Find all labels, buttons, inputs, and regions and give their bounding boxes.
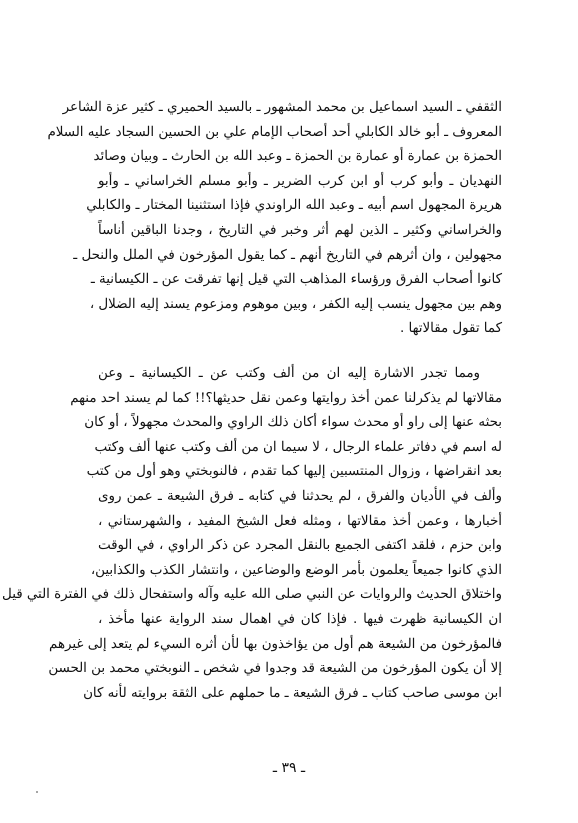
text-line: والخراساني وكثير ـ الذين لهم أثر وخبر في التاريخ ، وجدنا الباقين أناساً — [98, 222, 502, 238]
text-line: أخبارها ، وعمن أخذ مقالاتها ، ومثله فعل الشيخ المفيد ، والشهرستاني ، — [98, 513, 502, 529]
text-line: فالمؤرخون من الشيعة هم أول من يؤاخذون بها لأن أثره السيء لم يتعد إلى غيرهم — [49, 636, 502, 652]
text-line: كما تقول مقالاتها . — [399, 321, 502, 337]
text-line: بحثه عنها إلى راو أو محدث سواء أكان ذلك الراوي والمحدث مجهولاً ، أو كان — [84, 415, 502, 431]
text-line: ان الكيسانية ظهرت فيها . فإذا كان في اهمال سند الرواية عنها مأخذ ، — [98, 611, 502, 627]
text-line: هريرة المجهول اسم أبيه ـ وعبد الله الراوندي فإذا استثنينا المختار ـ والكابلي — [86, 198, 502, 214]
text-line: الذي كانوا جميعاً يعلمون بأمر الوضع والوضاعين ، وانتشار الكذب والكذابين، — [90, 562, 502, 578]
text-line: ومما تجدر الاشارة إليه ان من ألف وكتب عن ـ الكيسانية ـ وعن — [98, 366, 480, 381]
text-line: كانوا أصحاب الفرق ورؤساء المذاهب التي قيل إنها تفرقت عن ـ الكيسانية ـ — [90, 272, 502, 288]
paragraph-1 — [47, 96, 502, 342]
text-line: واختلاق الحديث والروايات عن النبي صلى الله عليه وآله واستفحال ذلك في الفترة التي قيل — [2, 587, 502, 603]
text-line: الحمزة بن عمارة أو عمارة بن الحمزة ـ وعبد الله بن الحارث ـ وبيان وصائد — [93, 149, 502, 165]
text-line: الثقفي ـ السيد اسماعيل بن محمد المشهور ـ بالسيد الحميري ـ كثير عزة الشاعر — [62, 100, 502, 115]
text-line: وابن حزم ، فلقد اكتفى الجميع بالنقل المجرد عن ذكر الراوي ، في الوقت — [98, 538, 502, 554]
page-number: ـ ٣٩ ـ — [272, 760, 306, 776]
text-line: مجهولين ، وان أثرهم في التاريخ أنهم ـ كما يقول المؤرخون في الملل والنحل ـ — [73, 247, 502, 263]
paragraph-2 — [2, 362, 502, 706]
scan-speck — [36, 791, 38, 793]
text-line: ابن موسى صاحب كتاب ـ فرق الشيعة ـ ما حملهم على الثقة بروايته لأنه كان — [83, 685, 502, 701]
text-line: وألف في الأديان والفرق ، لم يحدثنا في كتابه ـ فرق الشيعة ـ عمن روى — [98, 488, 502, 504]
text-line: له اسم في دفاتر علماء الرجال ، لا سيما ان من ألف وكتب عنها ألف وكتب — [94, 439, 502, 455]
text-line: المعروف ـ أبو خالد الكابلي أحد أصحاب الإمام علي بن الحسين السجاد عليه السلام — [47, 124, 502, 140]
text-line: مقالاتها لم يذكرلنا عمن أخذ روايتها وعمن نقل حديثها؟!! كما لم يسند احد منهم — [70, 390, 502, 406]
text-line: إلا أن يكون المؤرخون من الشيعة قد وجدوا في شخص ـ النوبختي محمد بن الحسن — [48, 661, 502, 677]
text-line: وهم بين مجهول ينسب إليه الكفر ، وبين موهوم ومزعوم يسند إليه الضلال ، — [89, 296, 502, 312]
text-line: النهديان ـ وأبو كرب أو ابن كرب الضرير ـ وأبو مسلم الخراساني ـ وأبو — [98, 173, 502, 189]
text-line: بعد انقراضها ، وزوال المنتسبين إليها كما تقدم ، فالنوبختي وهو أول من كتب — [86, 464, 502, 480]
